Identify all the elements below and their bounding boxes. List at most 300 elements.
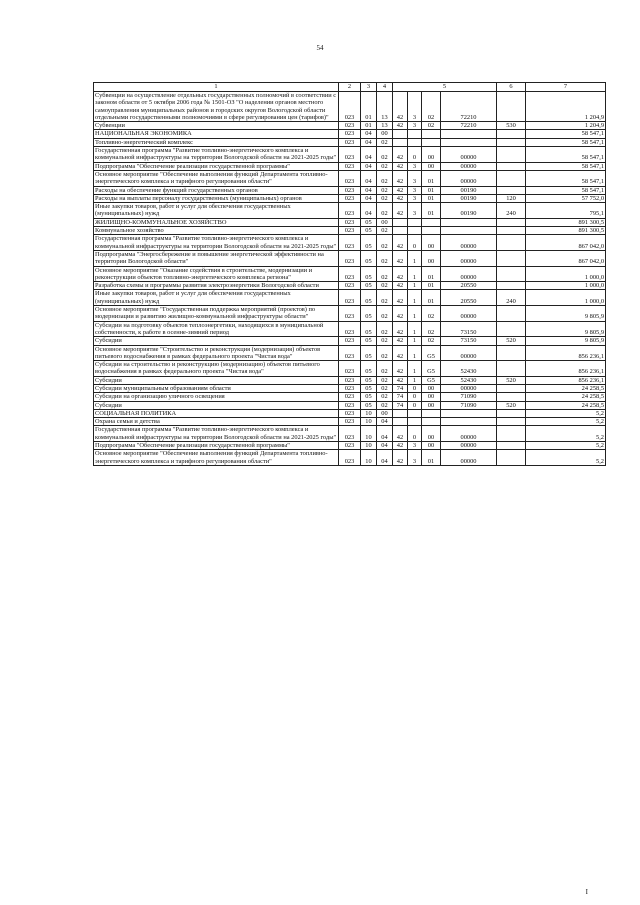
grbs-code-cell: 023 bbox=[339, 235, 361, 251]
amount-cell: 1 000,0 bbox=[526, 290, 606, 306]
expense-type-cell bbox=[497, 227, 526, 235]
amount-cell: 867 042,0 bbox=[526, 250, 606, 266]
target-event-cell bbox=[422, 418, 441, 426]
table-row bbox=[94, 306, 606, 322]
target-direction-cell: 00000 bbox=[441, 162, 497, 170]
target-direction-cell: 00000 bbox=[441, 147, 497, 163]
section-code-cell: 10 bbox=[361, 426, 377, 442]
target-event-cell: 00 bbox=[422, 162, 441, 170]
grbs-code-cell: 023 bbox=[339, 321, 361, 337]
table-row bbox=[94, 227, 606, 235]
table-row bbox=[94, 426, 606, 442]
target-subprogram-cell bbox=[408, 130, 422, 138]
target-subprogram-cell: 1 bbox=[408, 361, 422, 377]
grbs-code-cell: 023 bbox=[339, 194, 361, 202]
amount-cell: 58 547,1 bbox=[526, 138, 606, 146]
header-cell: 2 bbox=[339, 83, 361, 92]
target-direction-cell: 00190 bbox=[441, 194, 497, 202]
table-row bbox=[94, 194, 606, 202]
section-code-cell: 10 bbox=[361, 418, 377, 426]
table-row bbox=[94, 376, 606, 384]
section-code-cell: 05 bbox=[361, 290, 377, 306]
table-row bbox=[94, 450, 606, 466]
corner-mark: I bbox=[585, 888, 588, 896]
expense-type-cell bbox=[497, 266, 526, 282]
table-row bbox=[94, 282, 606, 290]
table-row bbox=[94, 337, 606, 345]
target-subprogram-cell: 3 bbox=[408, 170, 422, 186]
grbs-code-cell: 023 bbox=[339, 186, 361, 194]
section-code-cell: 04 bbox=[361, 130, 377, 138]
table-row bbox=[94, 393, 606, 401]
table-row bbox=[94, 250, 606, 266]
target-program-cell: 42 bbox=[393, 266, 408, 282]
target-program-cell: 42 bbox=[393, 92, 408, 122]
target-program-cell: 42 bbox=[393, 345, 408, 361]
table-row bbox=[94, 321, 606, 337]
grbs-code-cell: 023 bbox=[339, 409, 361, 417]
grbs-code-cell: 023 bbox=[339, 138, 361, 146]
target-direction-cell: 00190 bbox=[441, 203, 497, 219]
amount-cell: 1 204,9 bbox=[526, 122, 606, 130]
grbs-code-cell: 023 bbox=[339, 282, 361, 290]
target-direction-cell bbox=[441, 418, 497, 426]
target-event-cell bbox=[422, 138, 441, 146]
table-row bbox=[94, 218, 606, 226]
row-name-cell: Иные закупки товаров, работ и услуг для обеспечения государственных (муниципальных) нужд bbox=[94, 290, 339, 306]
subsection-code-cell: 02 bbox=[377, 376, 393, 384]
table-row bbox=[94, 138, 606, 146]
table-row bbox=[94, 122, 606, 130]
table-row bbox=[94, 235, 606, 251]
target-program-cell: 42 bbox=[393, 426, 408, 442]
target-program-cell: 74 bbox=[393, 384, 408, 392]
section-code-cell: 01 bbox=[361, 92, 377, 122]
target-direction-cell: 73150 bbox=[441, 321, 497, 337]
target-event-cell: 02 bbox=[422, 321, 441, 337]
target-direction-cell bbox=[441, 409, 497, 417]
expense-type-cell bbox=[497, 235, 526, 251]
row-name-cell: СОЦИАЛЬНАЯ ПОЛИТИКА bbox=[94, 409, 339, 417]
target-direction-cell bbox=[441, 218, 497, 226]
section-code-cell: 04 bbox=[361, 194, 377, 202]
subsection-code-cell: 02 bbox=[377, 170, 393, 186]
section-code-cell: 05 bbox=[361, 393, 377, 401]
row-name-cell: Основное мероприятие "Оказание содействия в строительстве, модернизации и реконструкции объектов топливно-энергетического комплекса региона" bbox=[94, 266, 339, 282]
table-row bbox=[94, 345, 606, 361]
target-subprogram-cell: 1 bbox=[408, 306, 422, 322]
target-direction-cell: 20550 bbox=[441, 290, 497, 306]
row-name-cell: НАЦИОНАЛЬНАЯ ЭКОНОМИКА bbox=[94, 130, 339, 138]
subsection-code-cell: 02 bbox=[377, 306, 393, 322]
section-code-cell: 04 bbox=[361, 203, 377, 219]
target-program-cell: 42 bbox=[393, 147, 408, 163]
amount-cell: 856 236,1 bbox=[526, 345, 606, 361]
expense-type-cell bbox=[497, 162, 526, 170]
target-program-cell: 42 bbox=[393, 442, 408, 450]
grbs-code-cell: 023 bbox=[339, 384, 361, 392]
target-event-cell bbox=[422, 130, 441, 138]
section-code-cell: 05 bbox=[361, 345, 377, 361]
target-direction-cell: 00000 bbox=[441, 450, 497, 466]
subsection-code-cell: 02 bbox=[377, 361, 393, 377]
amount-cell: 58 547,1 bbox=[526, 186, 606, 194]
row-name-cell: Субсидии bbox=[94, 401, 339, 409]
row-name-cell: Подпрограмма "Энергосбережение и повышение энергетической эффективности на территории Вологодской области" bbox=[94, 250, 339, 266]
expense-type-cell: 520 bbox=[497, 376, 526, 384]
table-row bbox=[94, 384, 606, 392]
expense-type-cell bbox=[497, 147, 526, 163]
target-subprogram-cell: 3 bbox=[408, 122, 422, 130]
section-code-cell: 05 bbox=[361, 337, 377, 345]
grbs-code-cell: 023 bbox=[339, 92, 361, 122]
grbs-code-cell: 023 bbox=[339, 345, 361, 361]
target-subprogram-cell: 1 bbox=[408, 337, 422, 345]
target-direction-cell: 71090 bbox=[441, 401, 497, 409]
expense-type-cell bbox=[497, 384, 526, 392]
amount-cell: 795,1 bbox=[526, 203, 606, 219]
subsection-code-cell: 02 bbox=[377, 203, 393, 219]
target-direction-cell: 72210 bbox=[441, 92, 497, 122]
target-direction-cell: 00000 bbox=[441, 345, 497, 361]
target-subprogram-cell: 1 bbox=[408, 290, 422, 306]
row-name-cell: Субвенции bbox=[94, 122, 339, 130]
header-cell: 1 bbox=[94, 83, 339, 92]
grbs-code-cell: 023 bbox=[339, 218, 361, 226]
target-subprogram-cell: 0 bbox=[408, 235, 422, 251]
target-program-cell: 42 bbox=[393, 376, 408, 384]
target-subprogram-cell: 0 bbox=[408, 147, 422, 163]
grbs-code-cell: 023 bbox=[339, 393, 361, 401]
target-direction-cell: 00000 bbox=[441, 384, 497, 392]
row-name-cell: Государственная программа "Развитие топливно-энергетического комплекса и коммунальной инфраструктуры на территории Вологодской области на 2021-2025 годы" bbox=[94, 235, 339, 251]
row-name-cell: Подпрограмма "Обеспечение реализации государственной программы" bbox=[94, 442, 339, 450]
expense-type-cell bbox=[497, 186, 526, 194]
amount-cell: 57 752,0 bbox=[526, 194, 606, 202]
amount-cell: 24 258,5 bbox=[526, 393, 606, 401]
row-name-cell: Расходы на обеспечение функций государственных органов bbox=[94, 186, 339, 194]
section-code-cell: 05 bbox=[361, 384, 377, 392]
target-direction-cell bbox=[441, 130, 497, 138]
table-row bbox=[94, 401, 606, 409]
target-event-cell: 00 bbox=[422, 384, 441, 392]
subsection-code-cell: 02 bbox=[377, 194, 393, 202]
target-event-cell: 02 bbox=[422, 306, 441, 322]
subsection-code-cell: 02 bbox=[377, 337, 393, 345]
target-subprogram-cell: 3 bbox=[408, 162, 422, 170]
subsection-code-cell: 02 bbox=[377, 401, 393, 409]
target-direction-cell: 20550 bbox=[441, 282, 497, 290]
grbs-code-cell: 023 bbox=[339, 337, 361, 345]
subsection-code-cell: 02 bbox=[377, 162, 393, 170]
expense-type-cell: 520 bbox=[497, 337, 526, 345]
header-cell: 6 bbox=[497, 83, 526, 92]
section-code-cell: 04 bbox=[361, 170, 377, 186]
amount-cell: 5,2 bbox=[526, 409, 606, 417]
table-body bbox=[94, 92, 606, 466]
header-cell: 7 bbox=[526, 83, 606, 92]
target-direction-cell bbox=[441, 227, 497, 235]
header-cell: 5 bbox=[393, 83, 497, 92]
grbs-code-cell: 023 bbox=[339, 162, 361, 170]
target-program-cell bbox=[393, 138, 408, 146]
subsection-code-cell: 04 bbox=[377, 418, 393, 426]
expense-type-cell bbox=[497, 409, 526, 417]
row-name-cell: Охрана семьи и детства bbox=[94, 418, 339, 426]
row-name-cell: Государственная программа "Развитие топливно-энергетического комплекса и коммунальной инфраструктуры на территории Вологодской области на 2021-2025 годы" bbox=[94, 426, 339, 442]
header-cell: 3 bbox=[361, 83, 377, 92]
expense-type-cell bbox=[497, 393, 526, 401]
target-subprogram-cell: 3 bbox=[408, 92, 422, 122]
target-subprogram-cell: 3 bbox=[408, 186, 422, 194]
target-program-cell bbox=[393, 409, 408, 417]
target-direction-cell bbox=[441, 138, 497, 146]
grbs-code-cell: 023 bbox=[339, 361, 361, 377]
subsection-code-cell: 02 bbox=[377, 227, 393, 235]
subsection-code-cell: 02 bbox=[377, 235, 393, 251]
subsection-code-cell: 00 bbox=[377, 130, 393, 138]
target-event-cell bbox=[422, 227, 441, 235]
target-direction-cell: 00000 bbox=[441, 235, 497, 251]
target-program-cell: 42 bbox=[393, 186, 408, 194]
subsection-code-cell: 00 bbox=[377, 218, 393, 226]
expense-type-cell: 120 bbox=[497, 194, 526, 202]
subsection-code-cell: 02 bbox=[377, 138, 393, 146]
section-code-cell: 05 bbox=[361, 376, 377, 384]
target-event-cell: G5 bbox=[422, 345, 441, 361]
table-row bbox=[94, 203, 606, 219]
section-code-cell: 05 bbox=[361, 401, 377, 409]
target-direction-cell: 00000 bbox=[441, 442, 497, 450]
grbs-code-cell: 023 bbox=[339, 250, 361, 266]
section-code-cell: 05 bbox=[361, 250, 377, 266]
expense-type-cell bbox=[497, 282, 526, 290]
section-code-cell: 04 bbox=[361, 138, 377, 146]
grbs-code-cell: 023 bbox=[339, 418, 361, 426]
table-row bbox=[94, 266, 606, 282]
target-event-cell: 00 bbox=[422, 235, 441, 251]
target-program-cell: 42 bbox=[393, 194, 408, 202]
target-event-cell: 00 bbox=[422, 442, 441, 450]
section-code-cell: 05 bbox=[361, 306, 377, 322]
target-event-cell bbox=[422, 409, 441, 417]
target-event-cell: 01 bbox=[422, 450, 441, 466]
amount-cell: 58 547,1 bbox=[526, 162, 606, 170]
target-program-cell bbox=[393, 130, 408, 138]
target-event-cell: G5 bbox=[422, 376, 441, 384]
section-code-cell: 10 bbox=[361, 409, 377, 417]
target-subprogram-cell: 3 bbox=[408, 203, 422, 219]
row-name-cell: Основное мероприятие "Государственная поддержка мероприятий (проектов) по модернизации и развитию жилищно-коммунальной инфраструктуры области" bbox=[94, 306, 339, 322]
target-event-cell: 00 bbox=[422, 393, 441, 401]
section-code-cell: 04 bbox=[361, 147, 377, 163]
section-code-cell: 05 bbox=[361, 266, 377, 282]
expense-type-cell: 240 bbox=[497, 290, 526, 306]
grbs-code-cell: 023 bbox=[339, 122, 361, 130]
row-name-cell: Субсидии на подготовку объектов теплоэнергетики, находящихся в муниципальной собственности, к работе в осенне-зимний период bbox=[94, 321, 339, 337]
row-name-cell: ЖИЛИЩНО-КОММУНАЛЬНОЕ ХОЗЯЙСТВО bbox=[94, 218, 339, 226]
grbs-code-cell: 023 bbox=[339, 306, 361, 322]
table-row bbox=[94, 409, 606, 417]
target-program-cell: 42 bbox=[393, 203, 408, 219]
table-row bbox=[94, 162, 606, 170]
section-code-cell: 10 bbox=[361, 442, 377, 450]
amount-cell: 5,2 bbox=[526, 442, 606, 450]
section-code-cell: 04 bbox=[361, 186, 377, 194]
target-subprogram-cell: 0 bbox=[408, 384, 422, 392]
expense-type-cell bbox=[497, 442, 526, 450]
expense-type-cell bbox=[497, 361, 526, 377]
amount-cell: 5,2 bbox=[526, 450, 606, 466]
amount-cell: 867 042,0 bbox=[526, 235, 606, 251]
section-code-cell: 10 bbox=[361, 450, 377, 466]
amount-cell: 9 805,9 bbox=[526, 337, 606, 345]
subsection-code-cell: 02 bbox=[377, 186, 393, 194]
grbs-code-cell: 023 bbox=[339, 203, 361, 219]
expense-type-cell bbox=[497, 345, 526, 361]
expense-type-cell bbox=[497, 426, 526, 442]
table-row bbox=[94, 290, 606, 306]
target-subprogram-cell: 0 bbox=[408, 393, 422, 401]
subsection-code-cell: 13 bbox=[377, 122, 393, 130]
row-name-cell: Основное мероприятие "Обеспечение выполнения функций Департамента топливно-энергетического комплекса и тарифного регулирования области" bbox=[94, 450, 339, 466]
target-program-cell: 42 bbox=[393, 282, 408, 290]
amount-cell: 9 805,9 bbox=[526, 306, 606, 322]
expense-type-cell bbox=[497, 170, 526, 186]
target-subprogram-cell: 0 bbox=[408, 426, 422, 442]
target-subprogram-cell: 3 bbox=[408, 194, 422, 202]
target-program-cell: 42 bbox=[393, 170, 408, 186]
target-event-cell: 01 bbox=[422, 266, 441, 282]
header-cell: 4 bbox=[377, 83, 393, 92]
target-event-cell: 02 bbox=[422, 337, 441, 345]
target-subprogram-cell: 1 bbox=[408, 266, 422, 282]
target-program-cell bbox=[393, 418, 408, 426]
expense-type-cell: 240 bbox=[497, 203, 526, 219]
subsection-code-cell: 02 bbox=[377, 345, 393, 361]
subsection-code-cell: 02 bbox=[377, 321, 393, 337]
target-direction-cell: 52430 bbox=[441, 361, 497, 377]
subsection-code-cell: 02 bbox=[377, 282, 393, 290]
amount-cell: 24 258,5 bbox=[526, 401, 606, 409]
section-code-cell: 05 bbox=[361, 218, 377, 226]
subsection-code-cell: 02 bbox=[377, 384, 393, 392]
target-direction-cell: 00000 bbox=[441, 426, 497, 442]
table-row bbox=[94, 442, 606, 450]
expense-type-cell bbox=[497, 138, 526, 146]
target-event-cell: 02 bbox=[422, 92, 441, 122]
expense-type-cell bbox=[497, 130, 526, 138]
expense-type-cell: 530 bbox=[497, 122, 526, 130]
subsection-code-cell: 02 bbox=[377, 393, 393, 401]
target-direction-cell: 52430 bbox=[441, 376, 497, 384]
target-subprogram-cell bbox=[408, 418, 422, 426]
target-program-cell: 42 bbox=[393, 450, 408, 466]
amount-cell: 1 204,9 bbox=[526, 92, 606, 122]
target-direction-cell: 71090 bbox=[441, 393, 497, 401]
target-program-cell: 42 bbox=[393, 306, 408, 322]
target-program-cell: 42 bbox=[393, 321, 408, 337]
grbs-code-cell: 023 bbox=[339, 450, 361, 466]
row-name-cell: Государственная программа "Развитие топливно-энергетического комплекса и коммунальной инфраструктуры на территории Вологодской области на 2021-2025 годы" bbox=[94, 147, 339, 163]
subsection-code-cell: 04 bbox=[377, 442, 393, 450]
target-direction-cell: 00000 bbox=[441, 250, 497, 266]
expense-type-cell bbox=[497, 418, 526, 426]
target-subprogram-cell: 1 bbox=[408, 321, 422, 337]
row-name-cell: Топливно-энергетический комплекс bbox=[94, 138, 339, 146]
target-subprogram-cell: 1 bbox=[408, 376, 422, 384]
target-direction-cell: 00000 bbox=[441, 170, 497, 186]
expense-type-cell: 520 bbox=[497, 401, 526, 409]
table-row bbox=[94, 130, 606, 138]
target-subprogram-cell bbox=[408, 138, 422, 146]
expense-type-cell bbox=[497, 306, 526, 322]
table-row bbox=[94, 170, 606, 186]
target-program-cell bbox=[393, 218, 408, 226]
row-name-cell: Субсидии bbox=[94, 376, 339, 384]
amount-cell: 891 300,5 bbox=[526, 218, 606, 226]
target-direction-cell: 72210 bbox=[441, 122, 497, 130]
target-event-cell: 00 bbox=[422, 250, 441, 266]
target-event-cell: 00 bbox=[422, 147, 441, 163]
row-name-cell: Подпрограмма "Обеспечение реализации государственной программы" bbox=[94, 162, 339, 170]
amount-cell: 58 547,1 bbox=[526, 147, 606, 163]
target-subprogram-cell: 1 bbox=[408, 345, 422, 361]
row-name-cell: Субсидии bbox=[94, 337, 339, 345]
section-code-cell: 04 bbox=[361, 162, 377, 170]
amount-cell: 5,2 bbox=[526, 426, 606, 442]
target-direction-cell: 00000 bbox=[441, 266, 497, 282]
amount-cell: 9 805,9 bbox=[526, 321, 606, 337]
subsection-code-cell: 02 bbox=[377, 250, 393, 266]
target-program-cell: 42 bbox=[393, 162, 408, 170]
amount-cell: 5,2 bbox=[526, 418, 606, 426]
target-event-cell: 00 bbox=[422, 401, 441, 409]
table-row bbox=[94, 418, 606, 426]
amount-cell: 856 236,1 bbox=[526, 376, 606, 384]
grbs-code-cell: 023 bbox=[339, 290, 361, 306]
target-event-cell: 01 bbox=[422, 170, 441, 186]
row-name-cell: Иные закупки товаров, работ и услуг для обеспечения государственных (муниципальных) нужд bbox=[94, 203, 339, 219]
target-event-cell: 02 bbox=[422, 122, 441, 130]
target-direction-cell: 00000 bbox=[441, 306, 497, 322]
row-name-cell: Субвенции на осуществление отдельных государственных полномочий в соответствии с законом области от 5 октября 2006 года № 1501-ОЗ "О наделении органов местного самоуправления муниципальных районов и городских округов Вологодской области отдельными государственными полномочиями в сфере регулирования цен (тарифов)" bbox=[94, 92, 339, 122]
amount-cell: 1 000,0 bbox=[526, 282, 606, 290]
grbs-code-cell: 023 bbox=[339, 426, 361, 442]
section-code-cell: 05 bbox=[361, 227, 377, 235]
amount-cell: 24 258,5 bbox=[526, 384, 606, 392]
target-event-cell: G5 bbox=[422, 361, 441, 377]
expense-type-cell bbox=[497, 218, 526, 226]
row-name-cell: Основное мероприятие "Обеспечение выполнения функций Департамента топливно-энергетического комплекса и тарифного регулирования области" bbox=[94, 170, 339, 186]
grbs-code-cell: 023 bbox=[339, 401, 361, 409]
target-subprogram-cell: 3 bbox=[408, 442, 422, 450]
grbs-code-cell: 023 bbox=[339, 266, 361, 282]
grbs-code-cell: 023 bbox=[339, 130, 361, 138]
target-program-cell: 42 bbox=[393, 361, 408, 377]
subsection-code-cell: 00 bbox=[377, 409, 393, 417]
target-subprogram-cell bbox=[408, 227, 422, 235]
subsection-code-cell: 13 bbox=[377, 92, 393, 122]
subsection-code-cell: 04 bbox=[377, 450, 393, 466]
target-subprogram-cell: 3 bbox=[408, 450, 422, 466]
table-row bbox=[94, 147, 606, 163]
subsection-code-cell: 02 bbox=[377, 266, 393, 282]
target-event-cell: 01 bbox=[422, 194, 441, 202]
target-program-cell bbox=[393, 227, 408, 235]
target-event-cell bbox=[422, 218, 441, 226]
target-program-cell: 42 bbox=[393, 250, 408, 266]
